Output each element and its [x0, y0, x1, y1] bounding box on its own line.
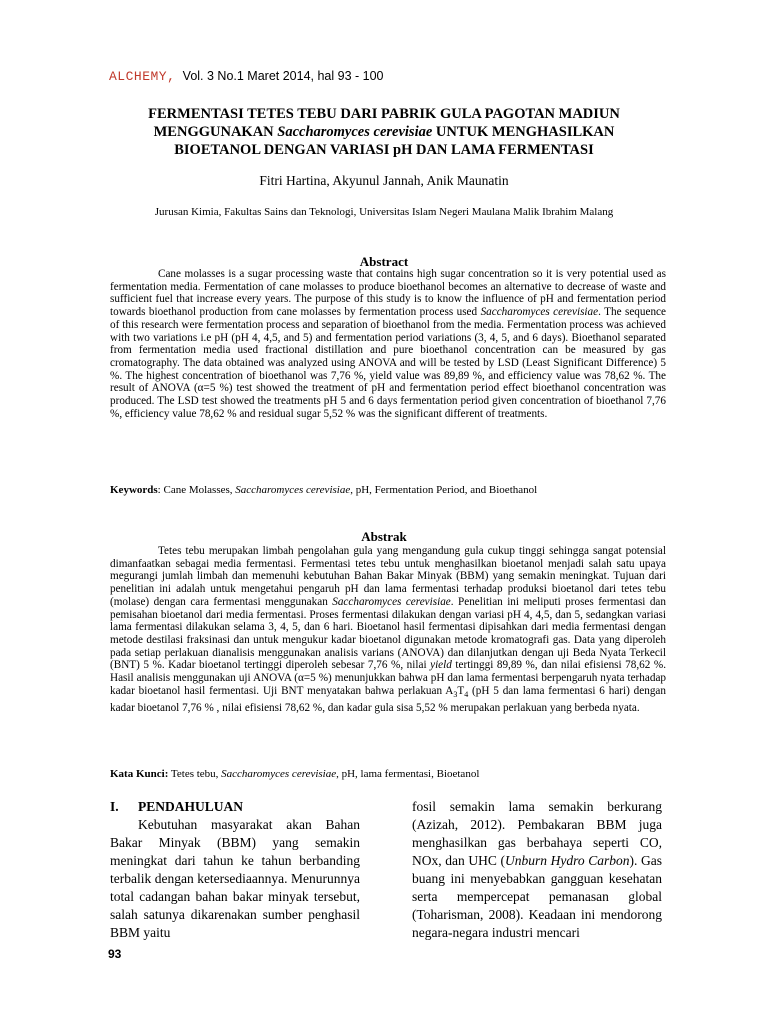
right-column	[412, 798, 662, 942]
section-heading: I. PENDAHULUAN	[110, 799, 244, 814]
running-header	[109, 68, 384, 84]
left-column	[110, 798, 360, 942]
title-line-1: FERMENTASI TETES TEBU DARI PABRIK GULA PAGOTAN MADIUN	[148, 106, 620, 122]
abstract-heading: Abstract	[359, 254, 409, 269]
abstrak-heading: Abstrak	[361, 529, 407, 544]
title-line-2: MENGGUNAKAN Saccharomyces cerevisiae UNTUK MENGHASILKAN	[153, 124, 615, 140]
journal-name: ALCHEMY,	[109, 69, 176, 84]
title-line-3: BIOETANOL DENGAN VARIASI pH DAN LAMA FERMENTASI	[174, 142, 594, 158]
affiliation: Jurusan Kimia, Fakultas Sains dan Teknologi, Universitas Islam Negeri Maulana Malik Ibrahim Malang	[154, 206, 614, 218]
keywords: Keywords: Cane Molasses, Saccharomyces cerevisiae, pH, Fermentation Period, and Bioethanol	[110, 484, 538, 496]
kata-kunci: Kata Kunci: Tetes tebu, Saccharomyces cerevisiae, pH, lama fermentasi, Bioetanol	[110, 768, 480, 780]
abstrak-text: Tetes tebu merupakan limbah pengolahan gula yang mengandung gula cukup tinggi sehingga sangat potensial dimanfaatkan sebagai media fermentasi. Fermentasi tetes tebu untuk menghasilkan bioetanol menjadi salah satu upaya megurangi jumlah limbah dan memenuhi kebutuhan Bahan Bakar Minyak (BBM) yang semakin meningkat. Tujuan dari penelitian ini adalah untuk mengetahui pengaruh pH dan lama fermentasi terhadap produksi bioetanol dari tetes tebu (molase) dengan cara fermentasi menggunakan Saccharomyces cerevisiae. Penelitian ini meliputi proses fermentasi dan pemisahan bioetanol dari media fermentasi. Proses fermentasi dilakukan dengan variasi pH 4, 4,5, dan 5, sedangkan variasi lama fermentasi dilakukan selama 3, 4, 5, dan 6 hari. Bioetanol hasil fermentasi dipisahkan dari media fermentasi dengan metode destilasi fraksinasi dan untuk mengukur kadar bioetanol digunakan metode kromatografi gas. Data yang diperoleh pada setiap perlakuan dianalisis menggunakan analisis varians (ANOVA) dan dilanjutkan dengan uji Beda Nyata Terkecil (BNT) 5 %. Kadar bioetanol tertinggi diperoleh sebesar 7,76 %, nilai yield tertinggi 89,89 %, dan nilai efisiensi 78,62 %. Hasil analisis menggunakan uji ANOVA (α=5 %) menunjukkan bahwa pH dan lama fermentasi berpengaruh nyata terhadap kadar bioetanol hasil fermentasi. Uji BNT menyatakan bahwa perlakuan $A_3T_4$ (pH 5 dan lama fermentasi 6 hari) dengan kadar bioetanol 7,76 % , nilai efisiensi 78,62 %, dan kadar gula sisa 5,52 % merupakan perlakuan yang berbeda nyata.	[110, 545, 666, 714]
left-column-text: Kebutuhan masyarakat akan Bahan Bakar Minyak (BBM) yang semakin meningkat dari tahun ke tahun berbanding terbalik dengan ketersediaannya. Menurunnya total cadangan bahan bakar minyak tersebut, salah satunya dikarenakan sumber penghasil BBM yaitu	[110, 817, 360, 940]
authors: Fitri Hartina, Akyunul Jannah, Anik Maunatin	[259, 173, 509, 188]
paper-title	[80, 105, 688, 159]
page-number: 93	[108, 947, 122, 961]
abstract-text: Cane molasses is a sugar processing waste that contains high sugar concentration so it is very potential used as fermentation media. Fermentation of cane molasses to produce bioethanol becomes an alternative to decrease of waste and sufficient fuel that increase every years. The purpose of this study is to know the influence of pH and fermentation period towards bioethanol production from cane molasses by fermentation process used Saccharomyces cerevisiae. The sequence of this research were fermentation process and separation of bioethanol from the media. Fermentation process was achieved with two variations i.e pH (pH 4, 4,5, and 5) and fermentation period variations (3, 4, 5, and 6 days). Bioethanol separated from fermentation media used fractional distillation and pure bioethanol concentration can be measured by gas cromatography. The data obtained was analyzed using ANOVA and will be tested by LSD (Least Significant Difference) 5 %. The highest concentration of bioethanol was 7,76 %, yield value was 89,89 %, and efficiency value was 78,62 %. The result of ANOVA (α=5 %) test showed the treatment of pH and fermentation period effect bioethanol concentration was produced. The LSD test showed the treatments pH 5 and 6 days fermentation period given concentration of bioethanol 7,76 %, efficiency value 78,62 % and residual sugar 5,52 % was the significant different of treatments.	[110, 268, 666, 420]
right-column-text: fosil semakin lama semakin berkurang (Azizah, 2012). Pembakaran BBM juga menghasilkan gas berbahaya seperti CO, NOx, dan UHC (Unburn Hydro Carbon). Gas buang ini menyebabkan gangguan kesehatan serta mempercepat pemanasan global (Toharisman, 2008). Keadaan ini mendorong negara-negara industri mencari	[412, 799, 662, 940]
volume-info: Vol. 3 No.1 Maret 2014, hal 93 - 100	[182, 69, 384, 83]
